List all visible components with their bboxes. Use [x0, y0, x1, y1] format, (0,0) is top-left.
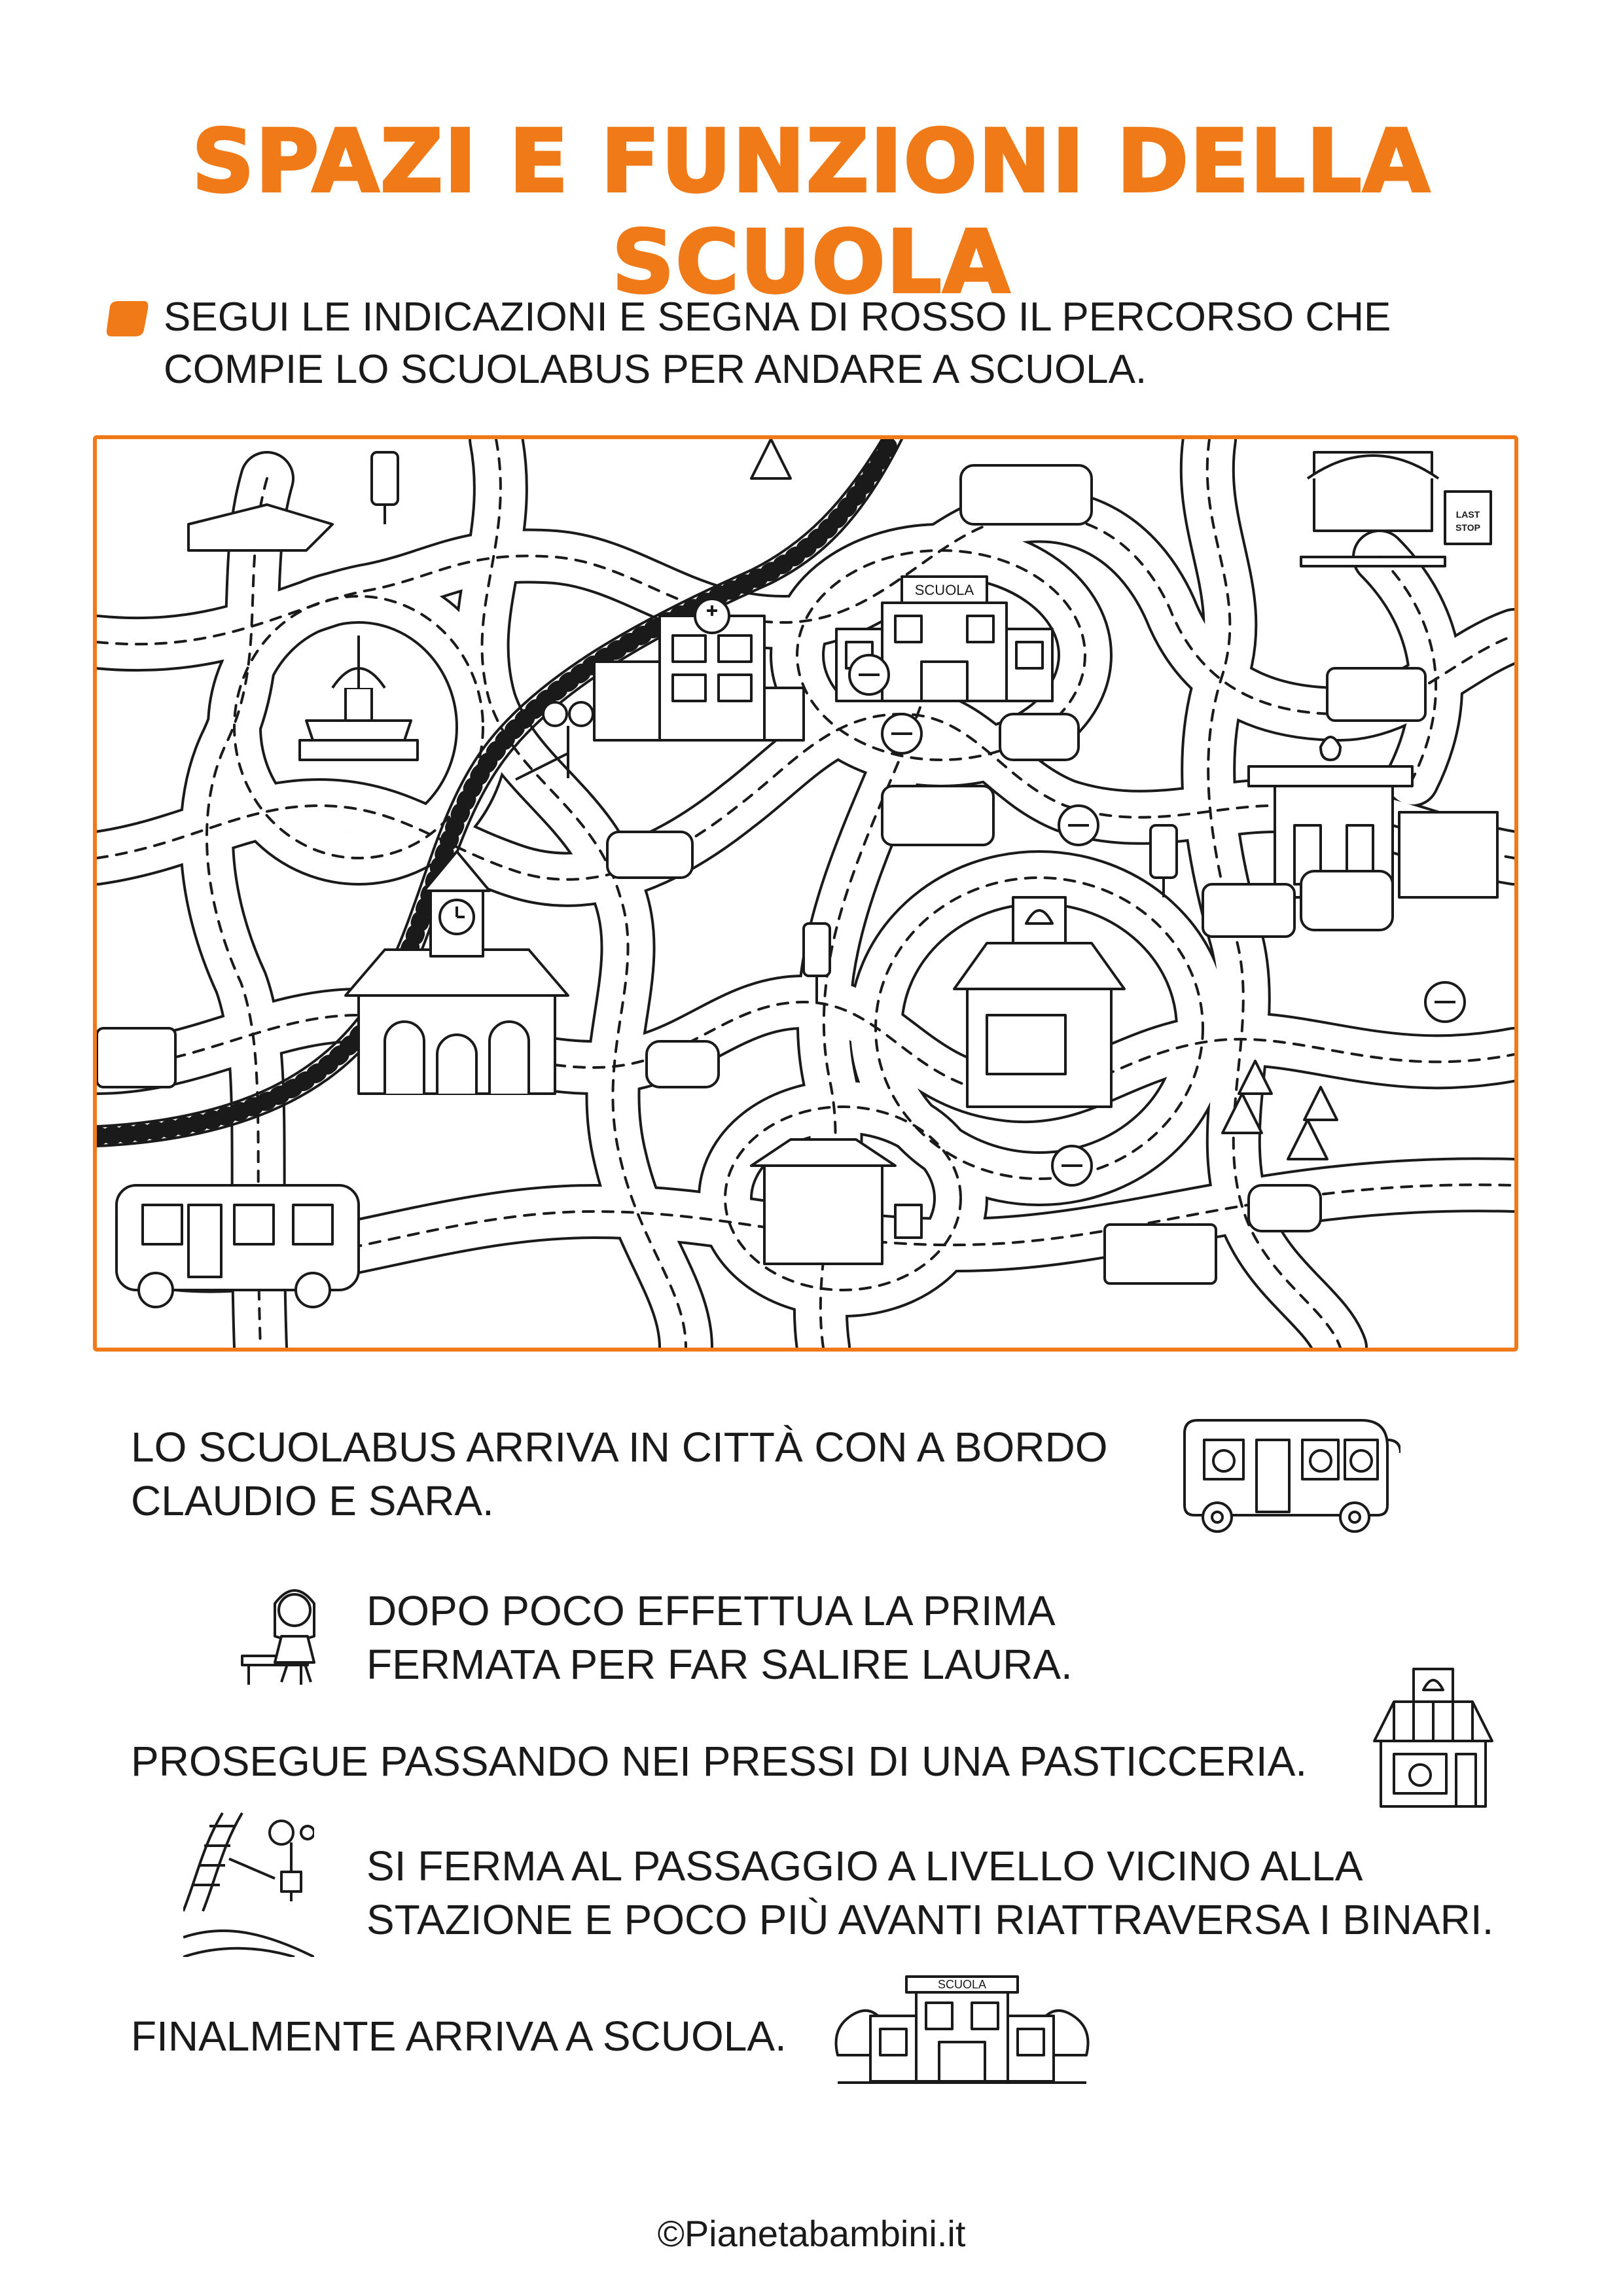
pastry-shop-illustration — [1368, 1662, 1499, 1813]
map-school-sign: SCUOLA — [914, 582, 974, 598]
step-3-line-1: PROSEGUE PASSANDO NEI PRESSI DI UNA PASTICCERIA. — [131, 1738, 1308, 1785]
map-pastry-shop — [954, 897, 1124, 1107]
school-illustration — [831, 1957, 1093, 2088]
instruction-text — [164, 291, 1472, 396]
page-title: SPAZI E FUNZIONI DELLA SCUOLA — [192, 111, 1431, 313]
map-last-stop-line1: LAST — [1455, 509, 1480, 520]
step-3-text — [131, 1734, 1307, 1788]
city-map — [93, 435, 1518, 1352]
copyright-footer: ©Pianetabambini.it — [657, 2213, 966, 2254]
girl-on-bench-illustration — [236, 1577, 340, 1689]
map-fountain — [300, 636, 418, 760]
step-5-text — [131, 2009, 787, 2063]
map-school-bus — [116, 1185, 359, 1307]
step-5-line-1: FINALMENTE ARRIVA A SCUOLA. — [131, 2013, 787, 2060]
step-2-text — [366, 1584, 1073, 1691]
map-drawing — [97, 439, 1514, 1348]
instruction-line-1: SEGUI LE INDICAZIONI E SEGNA DI ROSSO IL PERCORSO CHE — [164, 295, 1391, 340]
step-1-line-2: CLAUDIO E SARA. — [131, 1477, 494, 1524]
step-2-line-1: DOPO POCO EFFETTUA LA PRIMA — [366, 1587, 1056, 1634]
bullet-icon — [105, 300, 151, 338]
school-illustration-sign: SCUOLA — [937, 1978, 987, 1991]
step-4-text — [366, 1839, 1493, 1946]
level-crossing-illustration — [183, 1806, 314, 1957]
map-last-stop-line2: STOP — [1455, 522, 1480, 533]
step-4-line-1: SI FERMA AL PASSAGGIO A LIVELLO VICINO ALLA — [366, 1842, 1363, 1890]
instruction-line-2: COMPIE LO SCUOLABUS PER ANDARE A SCUOLA. — [164, 347, 1147, 392]
step-2-line-2: FERMATA PER FAR SALIRE LAURA. — [366, 1641, 1073, 1688]
school-bus-illustration — [1178, 1414, 1400, 1538]
step-4-line-2: STAZIONE E POCO PIÙ AVANTI RIATTRAVERSA I BINARI. — [366, 1896, 1494, 1943]
step-1-text — [131, 1420, 1108, 1528]
step-1-line-1: LO SCUOLABUS ARRIVA IN CITTÀ CON A BORDO — [131, 1424, 1108, 1471]
